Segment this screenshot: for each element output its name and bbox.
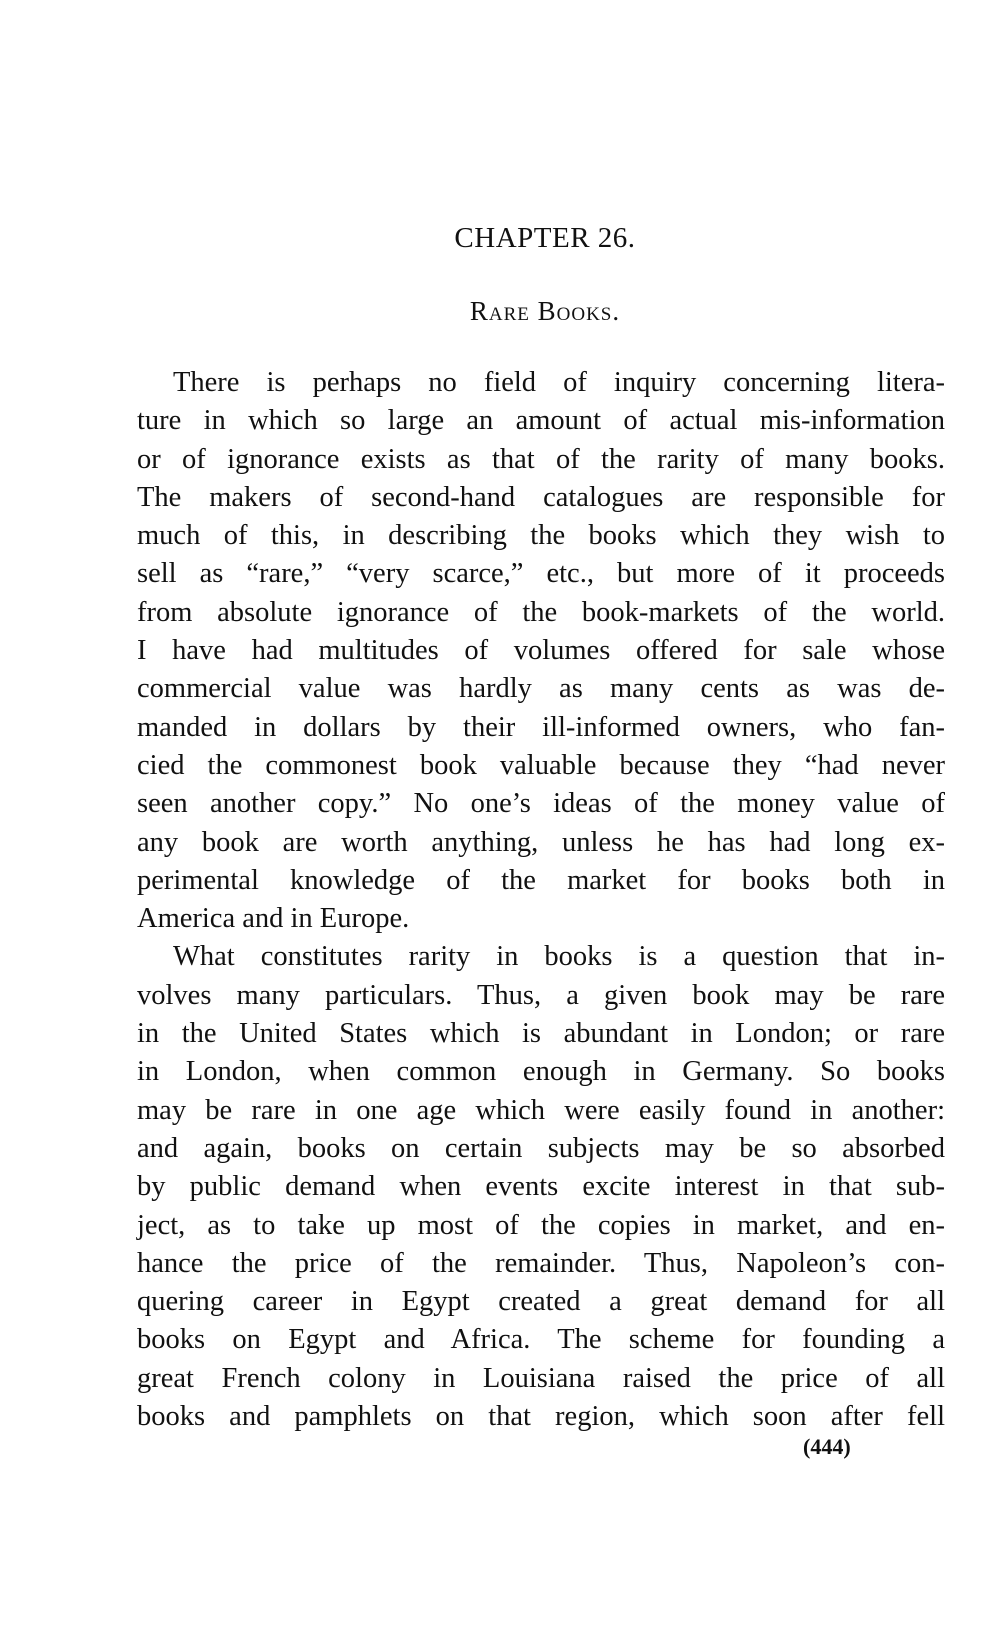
- text-line: sell as “rare,” “very scarce,” etc., but more of it proceeds: [137, 558, 945, 590]
- text-line: by public demand when events excite interest in that sub-: [137, 1171, 945, 1203]
- text-line: ject, as to take up most of the copies in market, and en-: [137, 1209, 945, 1241]
- text-line: manded in dollars by their ill-informed owners, who fan-: [137, 711, 945, 743]
- text-line: ture in which so large an amount of actual mis-information: [137, 405, 945, 437]
- chapter-heading: CHAPTER 26.: [454, 222, 636, 254]
- chapter-title: Rare Books.: [469, 296, 621, 326]
- text-line: quering career in Egypt created a great demand for all: [137, 1286, 945, 1318]
- text-line: much of this, in describing the books which they wish to: [137, 520, 945, 552]
- page-number: (444): [803, 1434, 851, 1459]
- text-line: cied the commonest book valuable because they “had never: [137, 749, 945, 781]
- text-line: The makers of second-hand catalogues are responsible for: [137, 481, 945, 513]
- text-line: I have had multitudes of volumes offered for sale whose: [137, 635, 945, 667]
- text-line: in London, when common enough in Germany. So books: [137, 1056, 945, 1088]
- text-line: commercial value was hardly as many cents as was de-: [137, 673, 945, 705]
- text-line: from absolute ignorance of the book-markets of the world.: [137, 596, 945, 628]
- paragraph: [137, 938, 945, 1436]
- body-text: [137, 364, 945, 1436]
- text-line: America and in Europe.: [137, 903, 410, 935]
- text-line: or of ignorance exists as that of the rarity of many books.: [137, 443, 945, 475]
- text-line: hance the price of the remainder. Thus, Napoleon’s con-: [137, 1247, 945, 1279]
- text-line: seen another copy.” No one’s ideas of the money value of: [137, 788, 945, 820]
- text-line: volves many particulars. Thus, a given book may be rare: [137, 979, 945, 1011]
- text-line: books and pamphlets on that region, which soon after fell: [137, 1401, 945, 1433]
- text-line: any book are worth anything, unless he has had long ex-: [137, 826, 945, 858]
- text-line: and again, books on certain subjects may be so absorbed: [137, 1132, 945, 1164]
- text-line: great French colony in Louisiana raised the price of all: [137, 1362, 945, 1394]
- text-line: What constitutes rarity in books is a question that in-: [173, 941, 945, 973]
- text-line: may be rare in one age which were easily found in another:: [137, 1094, 945, 1126]
- paragraph: [137, 364, 945, 938]
- text-line: There is perhaps no field of inquiry concerning litera-: [173, 367, 945, 398]
- text-line: books on Egypt and Africa. The scheme for founding a: [137, 1324, 945, 1356]
- text-line: perimental knowledge of the market for books both in: [137, 864, 945, 896]
- text-line: in the United States which is abundant in London; or rare: [137, 1018, 945, 1050]
